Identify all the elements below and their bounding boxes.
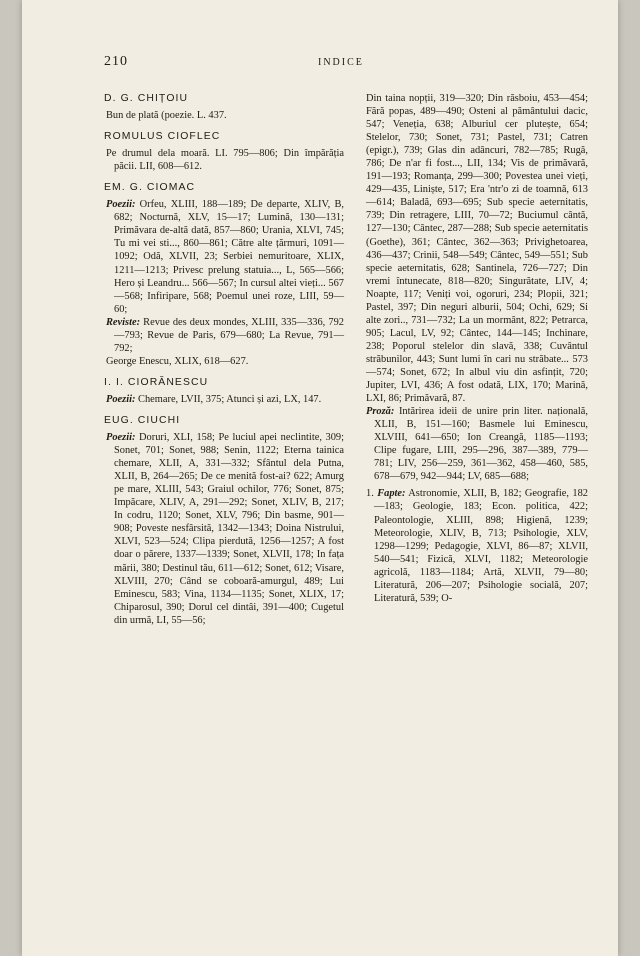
section-label: Fapte: — [377, 488, 406, 500]
entry-text: Reviste: Revue des deux mondes, XLIII, 335—336, 792—793; Revue de Paris, 679—680; La Revue, 791—792; — [106, 316, 344, 354]
index-entry — [106, 181, 344, 368]
entry-text: Proză: Intărirea ideii de unire prin liter. națională, XLII, B, 151—160; Basmele lui Eminescu, XLVIII, 641—650; Ion Creangă, 1185—1193; Clipe fugare, LIII, 295—296, 387—389, 779—781; LIV, 256—259, 361—362, 458—460, 585, 678—679, 942—944; LV, 685—688; — [366, 406, 588, 483]
section-label: Proză: — [366, 406, 395, 418]
author-name: EUG. CIUCHI — [104, 414, 181, 426]
right-column — [366, 92, 588, 605]
page-number: 210 — [104, 54, 128, 69]
entry-text: George Enescu, XLIX, 618—627. — [106, 355, 249, 367]
page-header — [104, 54, 588, 74]
index-entry — [106, 92, 344, 122]
author-name: I. I. CIORĂNESCU — [104, 376, 209, 388]
entry-text: Din taina nopții, 319—320; Din răsboiu, 453—454; Fără popas, 489—490; Osteni al pământului dacic, 547; Veneția, 638; Alburiul cer plutește, 654; Stelelor, 730; Sonet, 731; Pastel, 731; Catren (epigr.), 739; Glas din adâncuri, 782—785; Rugă, 786; De n'ar fi fost..., LII, 134; Vis de primăvară, 191—193; Romanța, 299—300; Povestea unei vieți, 429—435, Liniște, 517; Era 'ntr'o zi de toamnă, 613—614; Baladă, 693—695; Sub specie aeternitatis, 739; Din retragere, LIII, 70—72; Buciumul cântă, 127—130; Cântec, 287—288; Sub specie aeternitatis (Goethe), 361; Cântec, 362—363; Privighetoarea, 436—437; Crinii, 548—549; Cântec, 549—551; Sub specie aeternitatis, 628; Santinela, 726—727; Din vremi întunecate, 818—820; Singurătate, LIV, 4; Noapte, 117; Veniți voi, ogoruri, 234; Plopii, 321; Pastel, 397; Din neguri alburii, 504; Ochi, 629; Si alte zori.., 731—732; La un mormânt, 822; Petrarca, 905; Lacul, LV, 92; Cântec, 144—145; Inchinare, 238; Poporul stelelor din slavă, 338; Cuvântul străbunilor, 443; Sunt lumi în cari nu străbate... 573—574; Sonet, 672; In albul viu din asfințit, 720; Jupiter, LVI, 436; A fost odată, LIX, 170; Marină, LXI, 86; Primăvară, 87. — [366, 93, 588, 405]
left-column — [106, 92, 344, 635]
section-label: Poezii: — [106, 393, 136, 405]
author-name: D. G. CHIȚOIU — [104, 93, 189, 104]
entry-text: Poezii: Orfeu, XLIII, 188—189; De departe, XLIV, B, 682; Nocturnă, XLV, 15—17; Lumină, 130—131; Primăvara de-altă dată, 857—860; Urania, XLVI, 745; Tu mi vei sti..., 860—861; Către alte țărmuri, 1091—1092; Odă, XLVII, 23; Serbiei nemuritoare, XLIX, 1211—1213; Privesc prelung statuia..., L, 565—566; Hero și Leandru... 566—567; In cursul altei vieți... 567—568; Infiripare, 568; Poemul unei roze, LIII, 59—60; — [106, 199, 344, 315]
entry-text: 1. Fapte: Astronomie, XLII, B, 182; Geografie, 182—183; Geologie, 183; Econ. politica, 422; Paleontologie, XLIII, 898; Higienă, 1239; Meteorologie, XLIV, B, 713; Psihologie, XLV, 1298—1299; Pedagogie, XLVI, 86—87; XLVII, 540—541; Fizică, XLVI, 1182; Meteorologie agricolă, 1183—1184; Artă, XLVII, 79—80; Literatură, 206—207; Psihologie socială, 207; Literatură, 539; O- — [366, 488, 588, 604]
running-title: INDICE — [318, 57, 364, 68]
author-name: ROMULUS CIOFLEC — [104, 131, 221, 143]
entry-text: Poezii: Doruri, XLI, 158; Pe luciul apei neclintite, 309; Sonet, 701; Sonet, 988; Senin, 1122; Eterna tainica chemare, XLII, A, 331—332; Sfântul dela Putna, XLII, B, 264—265; De ce menită fost-ai? 622; Amurg pe mare, XLIII, 543; Graiul ochilor, 776; Sonet, 875; Impăcare, XLIV, A, 291—292; Sonet, XLIV, B, 217; In codru, 1120; Sonet, XLV, 796; Din basme, 901—908; Poveste nesfârsită, 1342—1343; Doina Nistrului, XLVI, 523—524; Clipa pierdută, 1256—1257; A fost doar o părere, 1337—1339; Sonet, XLVII, 178; In fața mării, 380; Destinul tău, 611—612; Sonet, 612; Visare, XLVIII, 270; Când se coboară-amurgul, 489; Lui Eminescu, 583; Vina, 1134—1135; Sonet, XLIX, 17; Chiparosul, 390; Dorul cel dintâi, 391—400; Cugetul din urmă, LI, 55—56; — [106, 432, 344, 626]
author-name: EM. G. CIOMAC — [104, 182, 196, 194]
entry-text: Pe drumul dela moară. LI. 795—806; Din împărăția păcii. LII, 608—612. — [106, 148, 344, 173]
entry-text: Poezii: Chemare, LVII, 375; Atunci și azi, LX, 147. — [106, 393, 322, 405]
section-label: Poezii: — [106, 199, 136, 211]
entry-text: Bun de plată (poezie. L. 437. — [106, 110, 227, 122]
index-entry — [106, 414, 344, 627]
index-entry — [106, 130, 344, 173]
section-label: Poezii: — [106, 432, 136, 444]
section-label: Reviste: — [106, 316, 141, 328]
index-entry — [106, 376, 344, 406]
list-number: 1. — [366, 488, 374, 500]
document-page — [22, 0, 618, 956]
